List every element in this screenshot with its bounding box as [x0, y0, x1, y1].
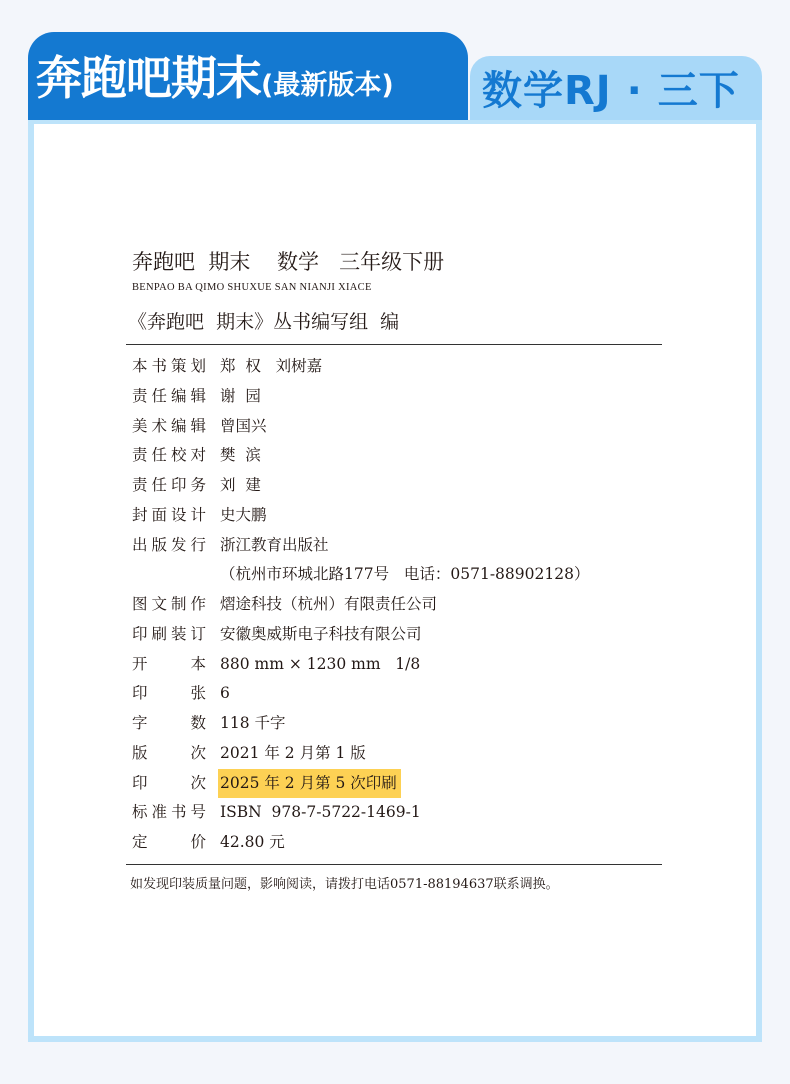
subject-tab	[470, 56, 762, 122]
series-name: 奔跑吧期末	[36, 51, 261, 105]
copyright-page	[34, 124, 756, 1036]
quality-notice: 如发现印装质量问题，影响阅读，请拨打电话0571-88194637联系调换。	[130, 877, 559, 892]
row-value: 浙江教育出版社	[220, 535, 329, 554]
row-value: 安徽奥威斯电子科技有限公司	[220, 624, 422, 643]
page-frame	[28, 120, 762, 1042]
imprint-row	[132, 679, 672, 709]
row-label: 美术编辑	[132, 416, 206, 435]
row-label: 版次	[132, 743, 206, 762]
row-label: 责任编辑	[132, 386, 206, 405]
row-value: 熠途科技（杭州）有限责任公司	[220, 595, 438, 613]
divider-top	[126, 344, 662, 345]
row-label: 出版发行	[132, 535, 206, 554]
imprint-row	[132, 828, 672, 858]
imprint-row	[132, 739, 672, 769]
row-value: 118 千字	[220, 714, 286, 732]
imprint-row	[132, 798, 672, 828]
book-title: 奔跑吧 期末 数学 三年级下册	[132, 250, 445, 274]
row-value: 曾国兴	[220, 416, 267, 435]
imprint-row	[132, 352, 672, 382]
row-label: 印刷装订	[132, 624, 206, 643]
imprint-row-address	[132, 560, 672, 590]
imprint-row-print-run	[132, 769, 672, 799]
imprint-row	[132, 590, 672, 620]
imprint-row	[132, 501, 672, 531]
highlighted-print-run: 2025 年 2 月第 5 次印刷	[218, 769, 401, 799]
row-label: 字数	[132, 714, 206, 732]
row-value: 史大鹏	[220, 505, 267, 524]
row-value: 刘 建	[220, 476, 261, 494]
row-label: 定价	[132, 833, 206, 851]
imprint-row	[132, 650, 672, 680]
book-title-pinyin: BENPAO BA QIMO SHUXUE SAN NIANJI XIACE	[132, 282, 372, 293]
imprint-row	[132, 441, 672, 471]
row-value: 2021 年 2 月第 1 版	[220, 743, 366, 762]
row-label: 图文制作	[132, 595, 206, 613]
row-value: 樊 滨	[220, 446, 261, 465]
row-value: 880 mm × 1230 mm 1/8	[220, 654, 421, 673]
imprint-row	[132, 531, 672, 561]
divider-bottom	[126, 864, 662, 865]
imprint-row	[132, 620, 672, 650]
row-label: 印次	[132, 773, 206, 792]
publisher-address: （杭州市环城北路177号 电话：0571-88902128）	[220, 565, 590, 584]
imprint-row	[132, 471, 672, 501]
edition-label: (最新版本)	[261, 70, 394, 101]
row-value: 郑 权 刘树嘉	[220, 357, 323, 375]
imprint-table	[132, 352, 672, 858]
isbn-value: ISBN 978-7-5722-1469-1	[220, 803, 421, 822]
row-label: 印张	[132, 684, 206, 703]
series-title-tab	[28, 32, 468, 120]
row-label: 责任校对	[132, 446, 206, 465]
row-label: 开本	[132, 654, 206, 673]
row-value: 6	[220, 684, 230, 703]
row-label: 标准书号	[132, 803, 206, 822]
imprint-row	[132, 709, 672, 739]
price-value: 42.80 元	[220, 833, 285, 851]
compiler-line: 《奔跑吧 期末》丛书编写组 编	[128, 311, 400, 333]
imprint-row	[132, 382, 672, 412]
row-label: 责任印务	[132, 476, 206, 494]
imprint-row	[132, 412, 672, 442]
subject-grade-label: 数学RJ · 三下	[482, 68, 740, 114]
row-label: 封面设计	[132, 505, 206, 524]
series-title	[36, 52, 394, 112]
row-label: 本书策划	[132, 357, 206, 375]
row-value: 谢 园	[220, 386, 261, 405]
